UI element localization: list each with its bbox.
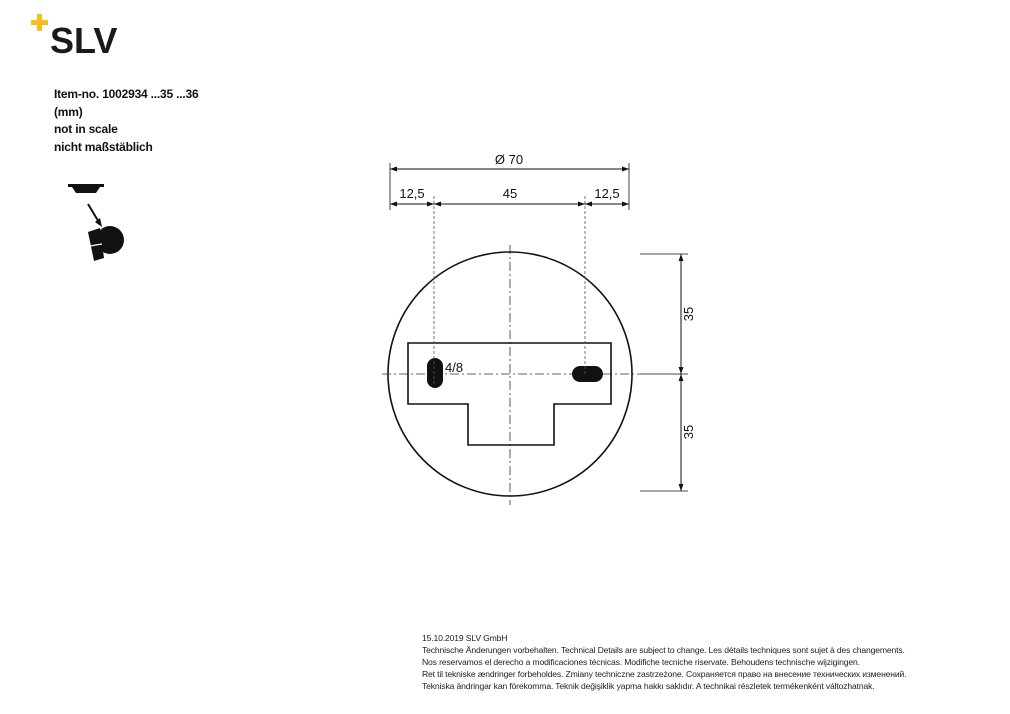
- footer-line: Nos reservamos el derecho a modificaciones técnicas. Modifiche tecniche riservate. Behoudens technische wijzigingen.: [422, 657, 860, 667]
- footer-line: Ret til tekniske ændringer forbeholdes. Zmiany techniczne zastrzeżone. Сохраняется право на внесение технических изменений.: [422, 669, 907, 679]
- footer-disclaimer: [422, 632, 906, 692]
- unit-label: (mm): [54, 104, 83, 119]
- label-upper-half: 35: [681, 306, 696, 322]
- logo-wordmark: SLV: [50, 20, 118, 58]
- label-diameter: Ø 70: [494, 152, 524, 167]
- slot-horizontal: [572, 366, 603, 382]
- footer-line: Tekniska ändringar kan förekomma. Teknik değişiklik yapma hakkı saklıdır. A technikai részletek termékenként változhatnak.: [422, 681, 875, 691]
- item-number: Item-no. 1002934 ...35 ...36: [54, 87, 199, 101]
- label-slot-size: 4/8: [445, 360, 464, 375]
- slot-vertical: [427, 358, 443, 388]
- mounting-bracket: [408, 343, 611, 445]
- footer-line: Technische Änderungen vorbehalten. Technical Details are subject to change. Les détails techniques sont sujet à des changements.: [422, 645, 905, 655]
- label-lower-half: 35: [681, 424, 696, 440]
- label-left-margin: 12,5: [399, 186, 425, 201]
- label-right-margin: 12,5: [594, 186, 620, 201]
- footer-date-company: 15.10.2019 SLV GmbH: [422, 633, 508, 643]
- scale-note-de: nicht maßstäblich: [54, 139, 153, 154]
- scale-note-en: not in scale: [54, 122, 118, 136]
- label-center-span: 45: [502, 186, 518, 201]
